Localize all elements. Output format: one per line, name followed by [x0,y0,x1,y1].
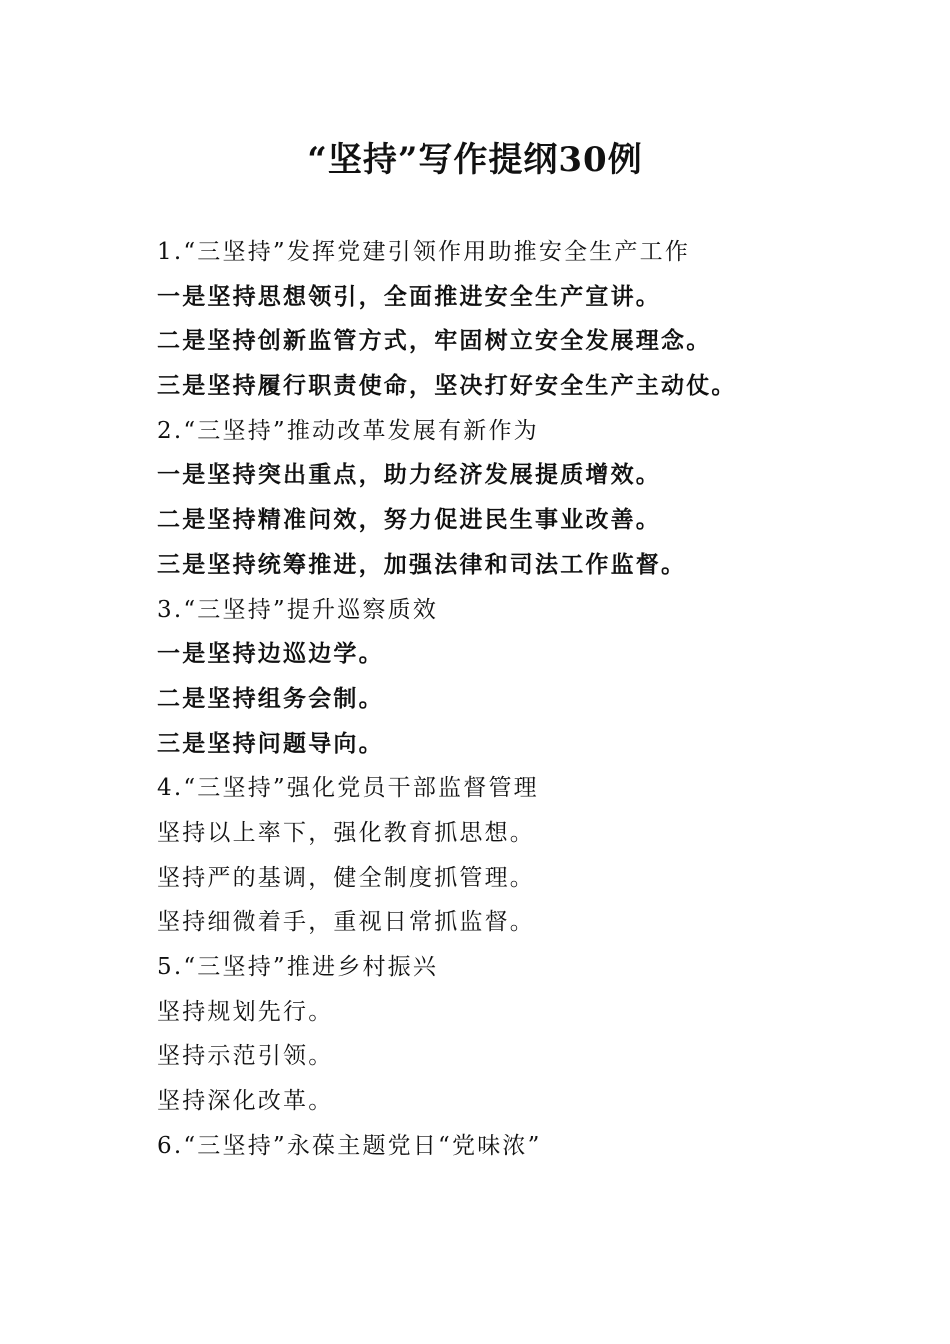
section-item: 坚持严的基调，健全制度抓管理。 [157,864,535,891]
section-heading: 6.“三坚持”永葆主题党日“党味浓” [157,1132,542,1159]
document-body [157,230,917,1168]
section-item: 坚持以上率下，强化教育抓思想。 [157,819,535,846]
section-heading: 4.“三坚持”强化党员干部监督管理 [157,775,539,802]
section-item: 二是坚持组务会制。 [157,684,384,712]
section-item: 一是坚持边巡边学。 [157,640,384,668]
section-heading: 5.“三坚持”推进乡村振兴 [157,954,439,980]
section-item: 二是坚持精准问效，努力促进民生事业改善。 [157,506,661,534]
section-item: 一是坚持突出重点，助力经济发展提质增效。 [157,461,661,489]
section-heading: 1.“三坚持”发挥党建引领作用助推安全生产工作 [157,239,691,265]
section-heading: 3.“三坚持”提升巡察质效 [157,596,439,623]
section-item: 三是坚持统筹推进，加强法律和司法工作监督。 [157,550,687,578]
section-item: 三是坚持问题导向。 [157,729,384,757]
section-item: 坚持规划先行。 [157,998,334,1025]
section-item: 二是坚持创新监管方式，牢固树立安全发展理念。 [157,327,712,355]
section-item: 三是坚持履行职责使命，坚决打好安全生产主动仗。 [157,372,737,400]
document-title: “坚持”写作提纲30例 [307,140,643,180]
section-item: 一是坚持思想领引，全面推进安全生产宣讲。 [157,282,661,310]
section-item: 坚持示范引领。 [157,1043,334,1070]
section-item: 坚持深化改革。 [157,1088,334,1115]
section-heading: 2.“三坚持”推动改革发展有新作为 [157,417,539,444]
section-item: 坚持细微着手，重视日常抓监督。 [157,909,535,936]
